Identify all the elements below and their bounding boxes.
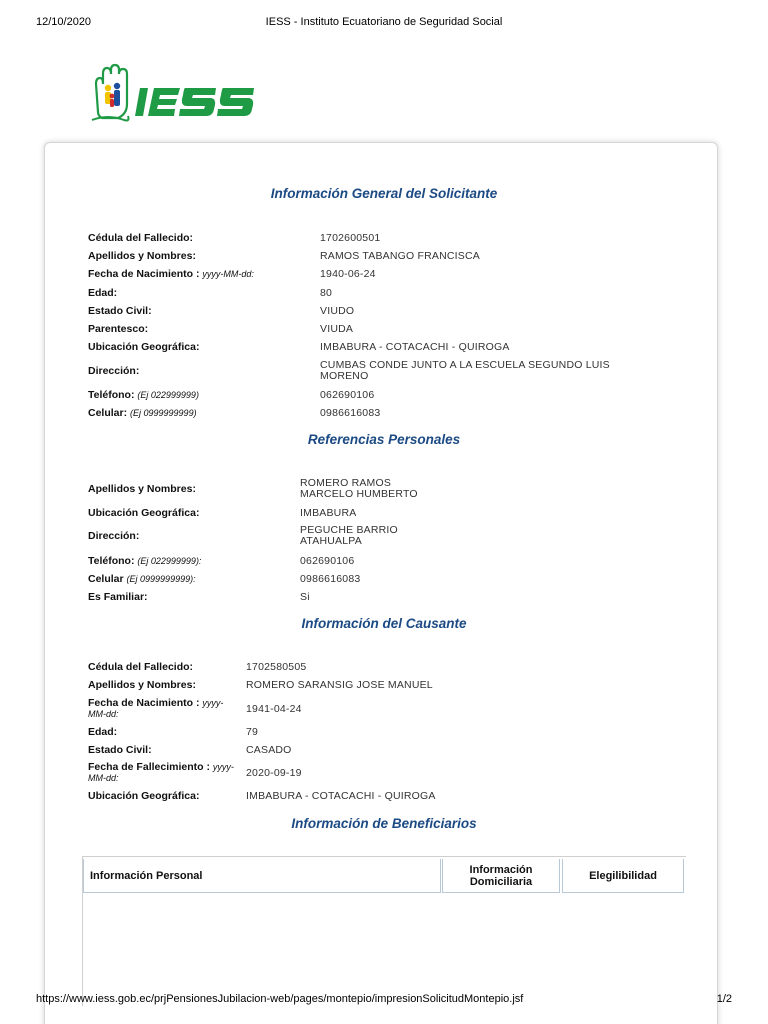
page-number: 1/2 [716,993,732,1005]
field-label [88,324,313,335]
field-label [88,574,293,585]
field-label [88,556,293,567]
field-value: 1941-04-24 [246,702,302,715]
field-value: 1702600501 [320,231,381,244]
causante-row [88,725,259,738]
referencias-row [88,477,418,501]
referencias-row [88,572,361,585]
field-format-hint: (Ej 022999999) [137,389,199,400]
field-label-text: Estado Civil: [88,304,152,317]
field-value: ROMERO RAMOS MARCELO HUMBERTO [300,477,418,500]
field-label [88,592,293,603]
field-value: CUMBAS CONDE JUNTO A LA ESCUELA SEGUNDO LUIS MORENO [320,359,610,382]
print-footer [0,993,768,1009]
solicitante-row [88,406,381,419]
field-label [88,662,238,673]
causante-row [88,743,292,756]
causante-row [88,660,307,673]
solicitante-row [88,304,355,317]
field-format-hint: yyyy-MM-dd: [88,698,224,719]
field-label [88,269,313,280]
column-header-personal: Información Personal [83,859,441,893]
field-label [88,727,238,738]
solicitante-row [88,322,354,335]
field-label [88,484,293,495]
referencias-row [88,590,310,603]
field-label [88,680,238,691]
field-label-text: Teléfono: [88,554,135,567]
column-header-domiciliaria: Información Domiciliaria [442,859,560,893]
field-value: Si [300,590,310,603]
field-value: 2020-09-19 [246,766,302,779]
field-format-hint: yyyy-MM-dd: [202,268,254,279]
field-value: 79 [246,725,259,738]
print-url: https://www.iess.gob.ec/prjPensionesJubilacion-web/pages/montepio/impresionSolicitudMontepio.jsf [36,993,524,1005]
field-value: IMBABURA [300,506,357,519]
field-value: 1702580505 [246,660,307,673]
solicitante-row [88,388,375,401]
causante-row [88,678,433,691]
field-label-text: Ubicación Geográfica: [88,340,200,353]
solicitante-row [88,231,381,244]
solicitante-row [88,267,376,280]
field-label-text: Edad: [88,286,118,299]
iess-logo [88,62,268,126]
field-label [88,390,313,401]
referencias-row [88,554,355,567]
field-label [88,698,238,720]
field-label [88,791,238,802]
field-label-text: Fecha de Fallecimiento : [88,761,210,773]
beneficiarios-table [82,856,686,1006]
solicitante-row [88,358,610,384]
referencias-row [88,524,398,548]
field-label [88,745,238,756]
field-value: ROMERO SARANSIG JOSE MANUEL [246,678,433,691]
field-value: 062690106 [320,388,375,401]
section-title-referencias: Referencias Personales [307,432,461,447]
field-label-text: Celular [88,572,124,585]
causante-row [88,761,302,785]
field-label-text: Parentesco: [88,322,149,335]
section-title-beneficiarios: Información de Beneficiarios [291,816,477,831]
field-value: 80 [320,286,333,299]
field-value: IMBABURA - COTACACHI - QUIROGA [320,340,510,353]
column-header-elegibilidad: Elegilibilidad [562,859,684,893]
field-label [88,408,313,419]
field-format-hint: yyyy-MM-dd: [88,762,234,783]
field-label [88,366,313,377]
solicitante-row [88,249,480,262]
field-value: 1940-06-24 [320,267,376,280]
referencias-row [88,506,357,519]
field-label-text: Fecha de Nacimiento : [88,697,200,709]
field-label-text: Ubicación Geográfica: [88,789,200,802]
print-title: IESS - Instituto Ecuatoriano de Seguridad Social [265,16,503,28]
field-value: 0986616083 [320,406,381,419]
iess-logo-mark [88,62,268,126]
field-value: 0986616083 [300,572,361,585]
field-value: CASADO [246,743,292,756]
field-label-text: Estado Civil: [88,743,152,756]
field-label-text: Celular: [88,406,128,419]
field-label-text: Ubicación Geográfica: [88,506,200,519]
field-value: VIUDA [320,322,354,335]
field-label [88,762,238,784]
field-label [88,251,313,262]
field-label-text: Fecha de Nacimiento : [88,267,200,280]
field-format-hint: (Ej 022999999): [137,555,202,566]
solicitante-row [88,286,333,299]
causante-row [88,697,302,721]
field-label [88,531,293,542]
field-value: VIUDO [320,304,355,317]
field-label-text: Cédula del Fallecido: [88,660,194,673]
solicitante-row [88,340,510,353]
field-value: PEGUCHE BARRIO ATAHUALPA [300,524,398,547]
print-date: 12/10/2020 [36,16,92,28]
field-format-hint: (Ej 0999999999) [130,407,197,418]
field-format-hint: (Ej 0999999999): [126,573,196,584]
section-title-solicitante: Información General del Solicitante [270,186,498,201]
field-label-text: Dirección: [88,364,140,377]
field-label-text: Apellidos y Nombres: [88,678,196,691]
field-label-text: Cédula del Fallecido: [88,231,194,244]
field-label-text: Apellidos y Nombres: [88,482,196,495]
field-label-text: Apellidos y Nombres: [88,249,196,262]
field-label-text: Dirección: [88,529,140,542]
field-label [88,508,293,519]
print-header [0,16,768,32]
field-label [88,342,313,353]
field-label [88,288,313,299]
field-label [88,233,313,244]
field-value: 062690106 [300,554,355,567]
field-value: RAMOS TABANGO FRANCISCA [320,249,480,262]
field-label-text: Es Familiar: [88,590,148,603]
field-value: IMBABURA - COTACACHI - QUIROGA [246,789,436,802]
section-title-causante: Información del Causante [301,616,467,631]
causante-row [88,789,436,802]
field-label [88,306,313,317]
field-label-text: Teléfono: [88,388,135,401]
field-label-text: Edad: [88,725,118,738]
